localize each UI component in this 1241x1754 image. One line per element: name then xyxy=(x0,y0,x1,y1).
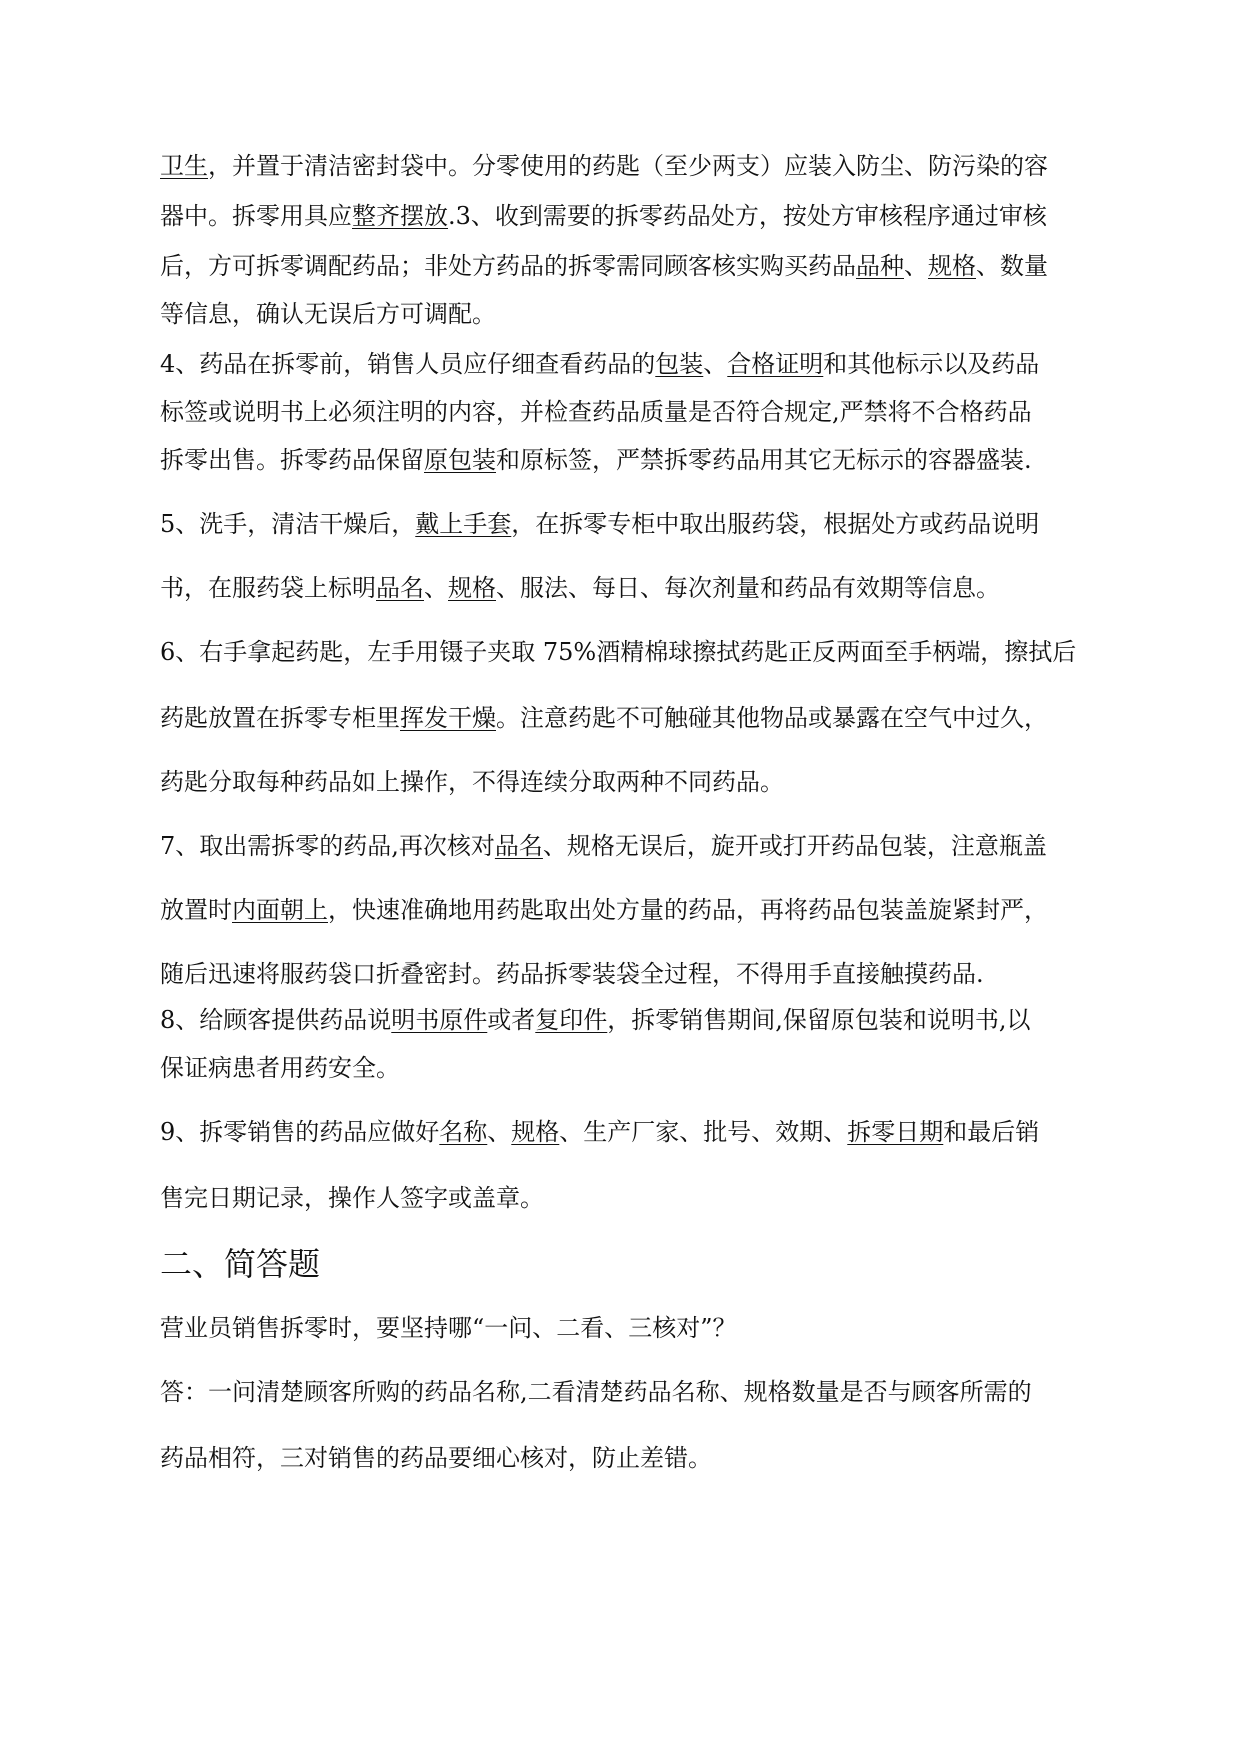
underlined-term: 规格 xyxy=(448,574,496,602)
text-segment: 4、药品在拆零前，销售人员应仔细查看药品的 xyxy=(160,350,656,378)
text-line xyxy=(160,894,1048,926)
text-line xyxy=(160,766,784,798)
text-segment: 和最后销 xyxy=(943,1118,1040,1146)
text-line xyxy=(160,444,1032,476)
text-segment: 、 xyxy=(424,574,448,602)
text-line xyxy=(160,150,1048,182)
text-segment: ，在拆零专柜中取出服药袋，根据处方或药品说明 xyxy=(511,510,1040,538)
text-segment: 或者 xyxy=(487,1006,536,1034)
text-segment: ，快速准确地用药匙取出处方量的药品，再将药品包装盖旋紧封严， xyxy=(328,896,1048,924)
text-line xyxy=(160,1004,1031,1036)
text-segment: 器中。拆零用具应 xyxy=(160,202,352,230)
text-line xyxy=(160,572,1000,604)
text-segment: 和原标签，严禁拆零药品用其它无标示的容器盛装. xyxy=(496,446,1032,474)
text-segment: 、生产厂家、批号、效期、 xyxy=(559,1118,848,1146)
underlined-term: 名称 xyxy=(439,1118,488,1146)
text-segment: 随后迅速将服药袋口折叠密封。药品拆零装袋全过程，不得用手直接触摸药品. xyxy=(160,960,984,988)
text-line xyxy=(160,830,1047,862)
text-line xyxy=(160,1116,1039,1148)
text-line xyxy=(160,348,1039,380)
text-segment: 放置时 xyxy=(160,896,232,924)
text-segment: 书，在服药袋上标明 xyxy=(160,574,376,602)
text-segment: 、 xyxy=(904,252,928,280)
section-heading: 二、简答题 xyxy=(160,1245,321,1283)
text-segment: 标签或说明书上必须注明的内容，并检查药品质量是否符合规定,严禁将不合格药品 xyxy=(160,398,1032,426)
text-segment: 和其他标示以及药品 xyxy=(823,350,1040,378)
underlined-term: 品种 xyxy=(856,252,904,280)
underlined-term: 挥发干燥 xyxy=(400,704,496,732)
text-segment: ，拆零销售期间,保留原包装和说明书,以 xyxy=(607,1006,1031,1034)
text-segment: ，并置于清洁密封袋中。分零使用的药匙（至少两支）应装入防尘、防污染的容 xyxy=(208,152,1048,180)
text-segment: 8、给顾客提供药品说 xyxy=(160,1006,392,1034)
text-segment: 保证病患者用药安全。 xyxy=(160,1054,400,1082)
text-segment: 答：一问清楚顾客所购的药品名称,二看清楚药品名称、规格数量是否与顾客所需的 xyxy=(160,1378,1032,1406)
text-line xyxy=(160,958,984,990)
text-line xyxy=(160,702,1048,734)
underlined-term: 整齐摆放 xyxy=(352,202,448,230)
text-segment: 5、洗手，清洁干燥后， xyxy=(160,510,416,538)
text-line xyxy=(160,396,1032,428)
question-line xyxy=(160,1312,737,1344)
text-segment: 、服法、每日、每次剂量和药品有效期等信息。 xyxy=(496,574,1000,602)
underlined-term: 内面朝上 xyxy=(232,896,328,924)
text-segment: 7、取出需拆零的药品,再次核对 xyxy=(160,832,495,860)
underlined-term: 戴上手套 xyxy=(415,510,512,538)
text-segment: 后，方可拆零调配药品；非处方药品的拆零需同顾客核实购买药品 xyxy=(160,252,856,280)
answer-line xyxy=(160,1376,1032,1408)
underlined-term: 合格证明 xyxy=(727,350,824,378)
underlined-term: 品名 xyxy=(494,832,543,860)
underlined-term: 原包装 xyxy=(424,446,496,474)
text-segment: 药匙放置在拆零专柜里 xyxy=(160,704,400,732)
text-segment: 营业员销售拆零时，要坚持哪“一问、二看、三核对”？ xyxy=(160,1314,737,1342)
text-segment: 药品相符，三对销售的药品要细心核对，防止差错。 xyxy=(160,1444,712,1472)
text-segment: .3、收到需要的拆零药品处方，按处方审核程序通过审核 xyxy=(448,202,1047,230)
text-segment: 、 xyxy=(487,1118,512,1146)
text-segment: 药匙分取每种药品如上操作，不得连续分取两种不同药品。 xyxy=(160,768,784,796)
underlined-term: 复印件 xyxy=(535,1006,608,1034)
underlined-term: 卫生 xyxy=(160,152,208,180)
text-segment: 9、拆零销售的药品应做好 xyxy=(160,1118,440,1146)
text-line xyxy=(160,298,496,330)
text-line xyxy=(160,250,1048,282)
text-segment: 6、右手拿起药匙，左手用镊子夹取 75%酒精棉球擦拭药匙正反两面至手柄端，擦拭后 xyxy=(160,638,1077,666)
underlined-term: 明书原件 xyxy=(391,1006,488,1034)
answer-line xyxy=(160,1442,712,1474)
text-line xyxy=(160,1052,400,1084)
underlined-term: 规格 xyxy=(928,252,976,280)
text-segment: 拆零出售。拆零药品保留 xyxy=(160,446,424,474)
text-segment: 、规格无误后，旋开或打开药品包装，注意瓶盖 xyxy=(542,832,1047,860)
text-line xyxy=(160,636,1076,668)
text-segment: 。注意药匙不可触碰其他物品或暴露在空气中过久， xyxy=(496,704,1048,732)
underlined-term: 拆零日期 xyxy=(847,1118,944,1146)
text-segment: 售完日期记录，操作人签字或盖章。 xyxy=(160,1184,544,1212)
text-segment: 、数量 xyxy=(976,252,1048,280)
text-segment: 等信息，确认无误后方可调配。 xyxy=(160,300,496,328)
text-line xyxy=(160,508,1039,540)
text-line xyxy=(160,200,1047,232)
text-segment: 、 xyxy=(703,350,728,378)
text-line xyxy=(160,1182,544,1214)
underlined-term: 品名 xyxy=(376,574,424,602)
underlined-term: 包装 xyxy=(655,350,704,378)
underlined-term: 规格 xyxy=(511,1118,560,1146)
